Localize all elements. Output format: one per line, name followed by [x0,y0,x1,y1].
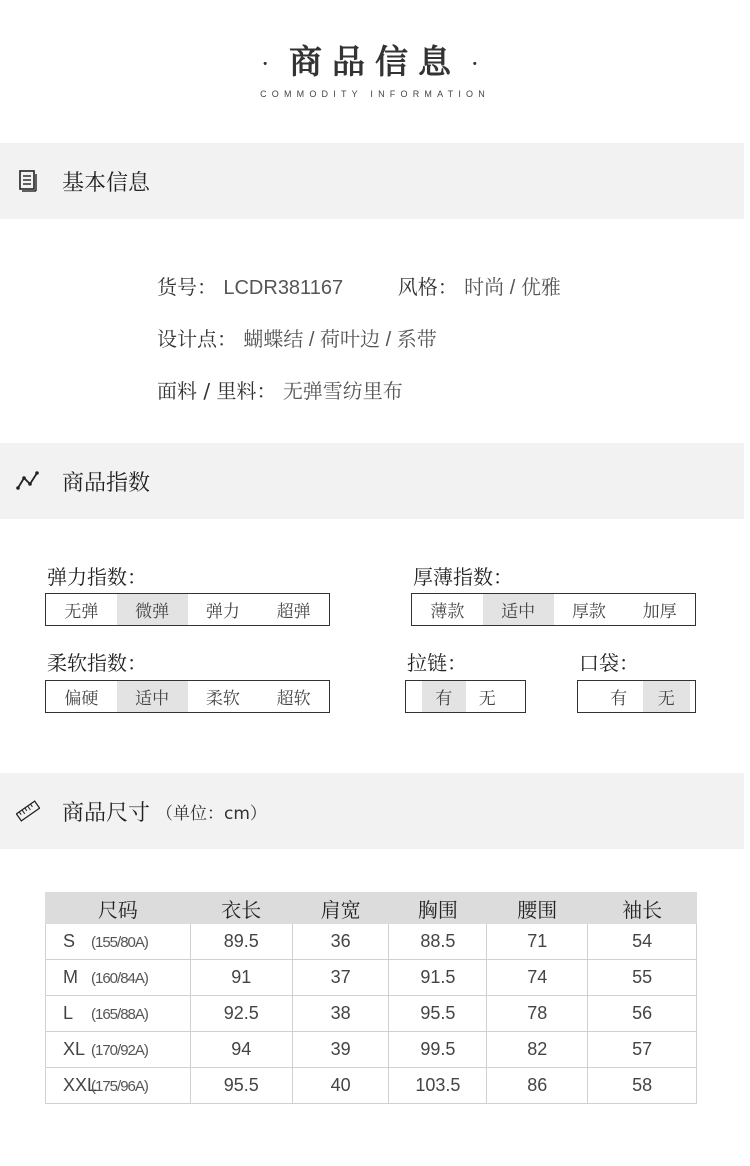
table-cell: 99.5 [389,1032,487,1068]
item-no-label: 货号： [157,275,217,299]
size-cell [46,1032,191,1068]
table-cell: 40 [292,1068,389,1104]
pocket-scale [577,680,696,713]
table-cell: 57 [588,1032,697,1068]
table-cell: 91 [190,960,292,996]
table-cell: 56 [588,996,697,1032]
softness-option: 柔软 [205,689,240,709]
softness-option-selected: 适中 [117,681,188,712]
info-row-design [157,314,561,366]
thickness-option-selected: 适中 [483,594,554,625]
table-row [46,924,697,960]
design-value: 蝴蝶结 / 荷叶边 / 系带 [243,329,437,351]
table-cell: 36 [292,924,389,960]
section-label: 商品尺寸 [62,800,151,826]
section-label: 基本信息 [62,170,151,196]
size-spec: (155/80A) [91,934,148,951]
size-cell [46,960,191,996]
page-title-text: 商品信息 [289,42,461,81]
ruler-icon [16,799,40,823]
table-cell: 103.5 [389,1068,487,1104]
table-cell: 54 [588,924,697,960]
table-cell: 37 [292,960,389,996]
column-header: 肩宽 [292,893,389,924]
elasticity-title: 弹力指数： [47,565,147,589]
column-header: 腰围 [487,893,588,924]
size-spec: (160/84A) [91,970,148,987]
title-dot-right: · [471,50,489,78]
thickness-scale [411,593,696,626]
thickness-title: 厚薄指数： [413,565,513,589]
table-cell: 58 [588,1068,697,1104]
page-subtitle: COMMODITY INFORMATION [260,89,490,99]
column-header: 袖长 [588,893,697,924]
table-cell: 89.5 [190,924,292,960]
section-label: 商品指数 [62,470,151,496]
table-row [46,996,697,1032]
table-cell: 95.5 [190,1068,292,1104]
table-cell: 86 [487,1068,588,1104]
softness-option: 偏硬 [64,689,99,709]
table-cell: 74 [487,960,588,996]
basic-info-panel [157,262,561,418]
table-cell: 91.5 [389,960,487,996]
info-row-fabric [157,366,561,418]
style-value: 时尚 / 优雅 [464,277,561,299]
table-cell: 55 [588,960,697,996]
elasticity-option: 无弹 [64,602,99,622]
fabric-value: 无弹雪纺里布 [282,381,403,403]
pocket-title: 口袋： [579,651,639,675]
size-cell [46,996,191,1032]
column-header: 尺码 [46,893,191,924]
zipper-option: 无 [478,689,496,709]
size-spec: (165/88A) [91,1006,148,1023]
elasticity-option: 弹力 [205,602,240,622]
table-cell: 95.5 [389,996,487,1032]
size-table [45,892,697,1104]
table-cell: 92.5 [190,996,292,1032]
thickness-option: 薄款 [430,602,465,622]
section-product-index [0,443,744,519]
page-header [0,36,750,99]
zipper-scale [405,680,526,713]
table-cell: 94 [190,1032,292,1068]
elasticity-option-selected: 微弹 [117,594,188,625]
design-label: 设计点： [157,327,237,351]
size-spec: (170/92A) [91,1042,148,1059]
section-basic-info [0,143,744,219]
zipper-option-selected: 有 [422,681,466,712]
pocket-option: 有 [610,689,628,709]
table-cell: 88.5 [389,924,487,960]
softness-title: 柔软指数： [47,651,147,675]
style-label: 风格： [397,275,458,299]
column-header: 衣长 [190,893,292,924]
size-unit-note: （单位：cm） [156,803,267,824]
table-cell: 78 [487,996,588,1032]
table-header-row [46,893,697,924]
softness-scale [45,680,330,713]
table-cell: 71 [487,924,588,960]
size-cell [46,1068,191,1104]
elasticity-scale [45,593,330,626]
fabric-label: 面料 / 里料： [157,379,277,403]
size-cell [46,924,191,960]
table-cell: 38 [292,996,389,1032]
size-code: M [63,967,78,987]
list-document-icon [16,169,40,193]
table-row [46,1032,697,1068]
table-cell: 82 [487,1032,588,1068]
table-row [46,1068,697,1104]
thickness-option: 厚款 [571,602,606,622]
elasticity-option: 超弹 [276,602,311,622]
softness-option: 超软 [276,689,311,709]
item-no-value: LCDR381167 [223,277,344,299]
size-code: XXL [63,1075,98,1095]
size-code: L [63,1003,74,1023]
line-chart-icon [16,469,40,493]
column-header: 胸围 [389,893,487,924]
title-dot-left: · [261,50,279,78]
section-product-size [0,773,744,849]
size-spec: (175/96A) [91,1078,148,1095]
size-code: S [63,931,76,951]
table-row [46,960,697,996]
page-title [0,36,750,83]
pocket-option-selected: 无 [643,681,691,712]
thickness-option: 加厚 [642,602,677,622]
info-row-item [157,262,561,314]
size-code: XL [63,1039,86,1059]
table-cell: 39 [292,1032,389,1068]
zipper-title: 拉链： [407,651,467,675]
